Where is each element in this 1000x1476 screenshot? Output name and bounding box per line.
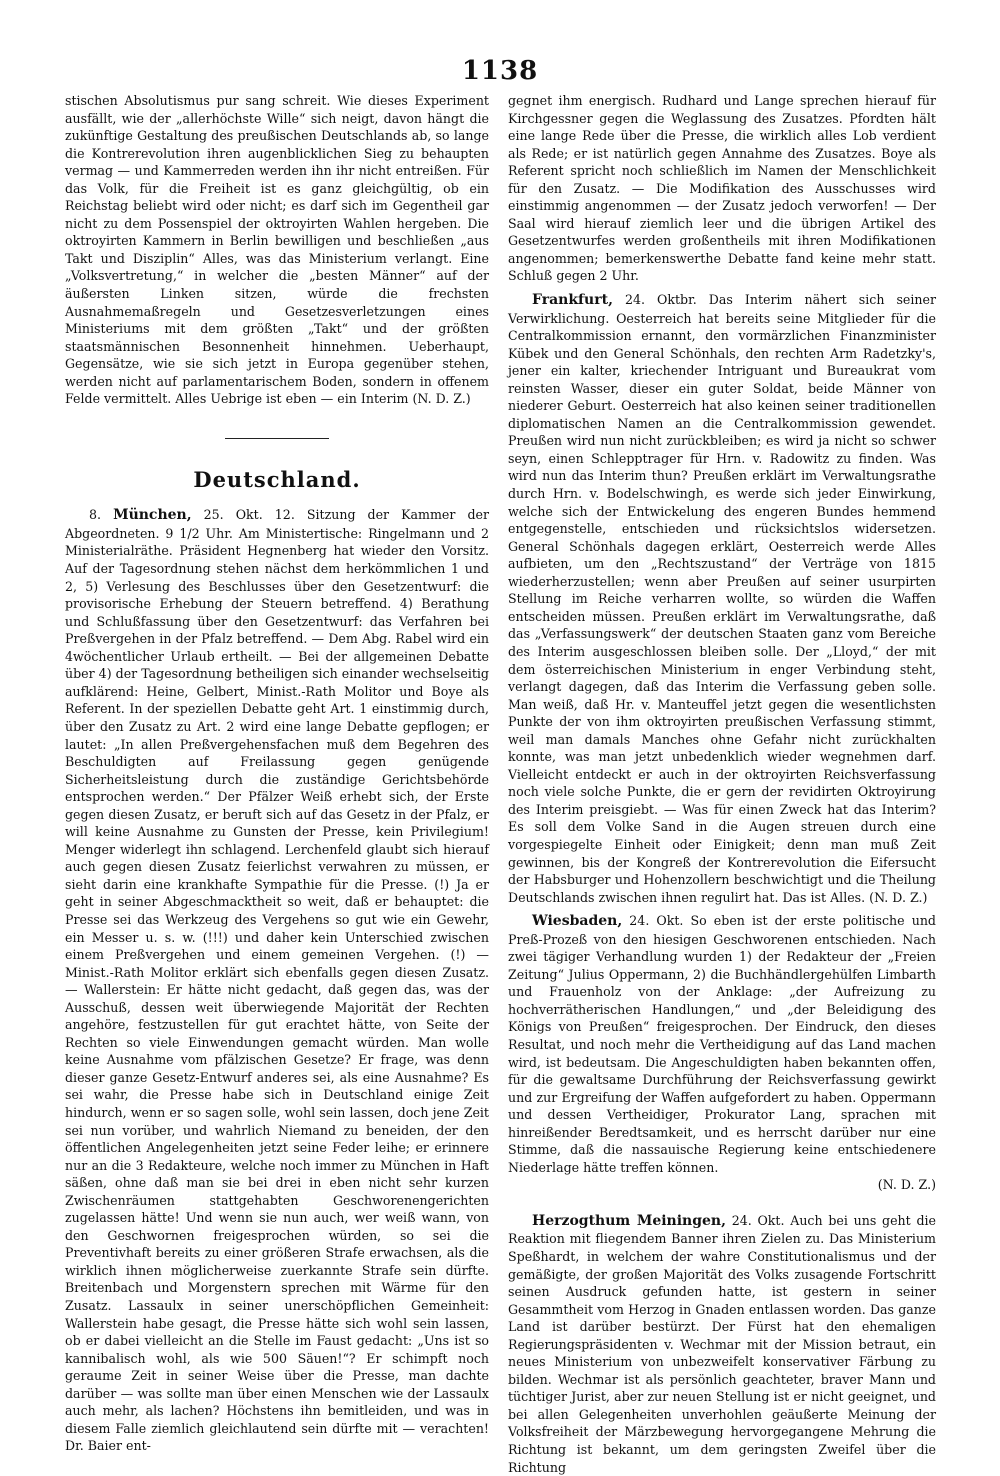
article-body: 24. Oktbr. Das Interim nähert sich seiner Verwirklichung. Oesterreich hat bereits seine Mitglieder für die Centralkommission ernannt, den vormärzlichen Finanzminister Kübek und den General Schönhals, den rechten Arm Radetzky's, jener ein kalter, kriechender Intriguant und Bureaukrat vom reinsten Wasser, dieser ein guter Soldat, beide Männer von niederer Geburt. Oesterreich hat also keinen seiner traditionellen diplomatischen Namen an die Centralkommission gewendet. Preußen wird nun nicht zurückbleiben; es wird ja nicht so schwer seyn, einen Schlepptrager für Hrn. v. Radowitz zu finden. Was wird nun das Interim thun? Preußen erklärt im Verwaltungsrathe durch Hrn. v. Bodelschwingh, es werde sich jeder Einwirkung, welche sich der Entwickelung des engeren Bundes hemmend entgegenstelle, entschieden und rücksichtslos widersetzen. General Schönhals dagegen erklärt, Oesterreich werde Alles aufbieten, um den „Rechtszustand“ der Verträge von 1815 wiederherzustellen; wenn aber Preußen auf seiner usurpirten Stellung im Reiche verharren wollte, so würden die Waffen entscheiden müssen. Preußen erklärt im Verwaltungsrathe, daß das „Verfassungswerk“ der deutschen Staaten ganz vom Bereiche des Interim ausgeschlossen bleiben solle. Der „Lloyd,“ der mit dem österreichischen Ministerium in enger Verbindung steht, verlangt dagegen, daß das Interim die Verfassung geben solle. Man weiß, daß Hr. v. Manteuffel jetzt gegen die wesentlichsten Punkte der von ihm oktroyirten preußischen Verfassung stimmt, weil man damals Manches ohne Gefahr nicht zurückhalten konnte, was man jetzt unbedenklich wieder wegnehmen darf. Vielleicht entdeckt er auch in der oktroyirten Reichsverfassung noch viele solche Punkte, die er gern der revidirten Oktroyirung des Interim preisgiebt. — Was für einen Zweck hat das Interim? Es soll dem Volke Sand in die Augen streuen durch eine vorgespiegelte Einheit oder Einigkeit; denn man muß Zeit gewinnen, bis der Kongreß der Kontrerevolution die Eifersucht der Habsburger und Hohenzollern beschwichtigt und die Theilung Deutschlands zwischen ihnen regulirt hat. Das ist Alles. [508, 292, 936, 905]
dateline-place: Herzogthum Meiningen, [532, 1212, 726, 1229]
right-column [508, 92, 936, 1476]
source-citation: (N. D. Z.) [412, 391, 471, 407]
article-munich [65, 506, 489, 1455]
article-intro [65, 92, 489, 408]
dateline-place: Wiesbaden, [532, 913, 623, 930]
article-meiningen [508, 1212, 936, 1476]
section-title: Deutschland. [193, 466, 361, 492]
article-body: 24. Okt. So eben ist der erste politische und Preß-Prozeß von den hiesigen Geschworenen entschieden. Nach zwei tägiger Verhandlung wurden 1) der Redakteur der „Freien Zeitung“ Julius Oppermann, 2) die Buchhändlergehülfen Limbarth und Frauenholz von der Anklage: „der Aufreizung zu hochverrätherischen Handlungen,“ und „der Beleidigung des Königs von Preußen“ freigesprochen. Der Eindruck, den dieses Resultat, und noch mehr die Vertheidigung auf das Land machen wird, ist bedeutsam. Die Angeschuldigten haben bekannten offen, für die gewaltsame Durchführung der Reichsverfassung gewirkt und zur Ergreifung der Waffen aufgefordert zu haben. Oppermann und dessen Vertheidiger, Prokurator Lang, sprachen mit hinreißender Beredtsamkeit, und es herrscht darüber nur eine Stimme, daß die nassauische Regierung keine entschiedenere Niederlage hätte treffen können. [508, 913, 936, 1175]
page-number: 1138 [461, 56, 539, 86]
section-divider [225, 438, 329, 439]
dateline-place: Frankfurt, [532, 292, 613, 309]
dateline-place: München, [113, 507, 192, 524]
source-citation: (N. D. Z.) [877, 1177, 936, 1193]
article-body: 24. Okt. Auch bei uns geht die Reaktion mit fliegendem Banner ihren Zielen zu. Das Ministerium Speßhardt, in welchem der wahre Constitutionalismus und der gemäßigte, der großen Majorität des Volks zusagende Fortschritt seinen Ausdruck gefunden hatte, ist gestern in seiner Gesammtheit vom Herzog in Gnaden entlassen worden. Das ganze Land ist darüber bestürzt. Der Fürst hat den ehemaligen Regierungspräsidenten v. Wechmar mit der Mission betraut, ein neues Ministerium von unbezweifelt konservativer Färbung zu bilden. Wechmar ist als persönlich geachteter, braver Mann und tüchtiger Jurist, aber zur neuen Stellung ist er nicht geeignet, und bei allen Gelegenheiten unverhohlen geäußerte Meinung der Volksfreiheit der Märzbewegung hervorgegangene Mehrung die Richtung ist bekannt, um dem geringsten Zweifel über die Richtung [508, 1212, 936, 1475]
article-frankfurt [508, 291, 936, 906]
left-column [65, 92, 489, 1455]
article-number: 8. [89, 507, 102, 523]
article-munich-continued: gegnet ihm energisch. Rudhard und Lange sprechen hierauf für Kirchgessner gegen die Weglassung des Zusatzes. Pfordten hält eine lange Rede über die Presse, die wirklich alles Lob verdient als Rede; er ist natürlich gegen Annahme des Zusatzes. Boye als Referent spricht noch schließlich im Namen der Menschlichkeit für den Zusatz. — Die Modifikation des Ausschusses wird einstimmig angenommen — der Zusatz jedoch verworfen! — Der Saal wird hierauf ziemlich leer und die übrigen Artikel des Gesetzentwurfes werden großentheils mit ihren Modifikationen angenommen; bemerkenswerthe Debatte fand keine mehr statt. Schluß gegen 2 Uhr. [508, 93, 936, 284]
article-intro-text: stischen Absolutismus pur sang schreit. Wie dieses Experiment ausfällt, wie der „allerhöchste Wille“ sich neigt, davon hängt die zukünftige Gestaltung des preußischen Deutschlands ab, so lange die Kontrerevolution ihren augenblicklichen Sieg zu behaupten vermag — und Kammerreden werden ihn ihr nicht entreißen. Für das Volk, für die Freiheit ist es ganz gleichgültig, ob ein Reichstag beliebt wird oder nicht; es darf sich im Gegentheil gar nicht zu dem Possenspiel der oktroyirten Wahlen hergeben. Die oktroyirten Kammern in Berlin bewilligen und beschließen „aus Takt und Disziplin“ Alles, was das Ministerium verlangt. Eine „Volksvertretung,“ in welcher die „besten Männer“ auf der äußersten Linken sitzen, würde die frechsten Ausnahmemaßregeln und Gesetzesverletzungen eines Ministeriums mit dem größten „Takt“ und der größten staatsmännischen Besonnenheit hinnehmen. Ueberhaupt, Gegensätze, wie sie sich jetzt in Europa gegenüber stehen, werden nicht auf parlamentarischem Boden, sondern in offenem Felde vermittelt. Alles Uebrige ist eben — ein Interim [65, 93, 489, 407]
article-body: 25. Okt. 12. Sitzung der Kammer der Abgeordneten. 9 1/2 Uhr. Am Ministertische: Ringelmann und 2 Ministerialräthe. Präsident Hegnenberg hat wieder den Vorsitz. Auf der Tagesordnung stehen nächst dem herkömmlichen 1 und 2, 5) Verlesung des Beschlusses über den Gesetzentwurf: die provisorische Erhebung der Steuern betreffend. 4) Berathung und Schlußfassung über den Gesetzentwurf: das Verfahren bei Preßvergehen in der Pfalz betreffend. — Dem Abg. Rabel wird ein 4wöchentlicher Urlaub ertheilt. — Bei der allgemeinen Debatte über 4) der Tagesordnung betheiligen sich einander wechselseitig aufklärend: Heine, Gelbert, Minist.-Rath Molitor und Boye als Referent. In der speziellen Debatte geht Art. 1 einstimmig durch, über den Zusatz zu Art. 2 wird eine lange Debatte gepflogen; er lautet: „In allen Preßvergehensfachen muß dem Begehren des Beschuldigten auf Freilassung gegen genügende Sicherheitsleistung durch die zuständige Gerichtsbehörde entsprochen werden.“ Der Pfälzer Weiß erhebt sich, der Erste gegen diesen Zusatz, er beruft sich auf das Gesetz in der Pfalz, er will keine Ausnahme zu Gunsten der Presse, kein Privilegium! Menger widerlegt ihn schlagend. Lerchenfeld glaubt sich hierauf auch gegen diesen Zusatz feierlichst verwahren zu müssen, er sieht darin eine krankhafte Sympathie für die Presse. (!) Ja er geht in seiner Abgeschmacktheit so weit, daß er behauptet: die Presse sei das Werkzeug des Vergehens so gut wie ein Gewehr, ein Messer u. s. w. (!!!) und daher kein Unterschied zwischen einem Preßvergehen und einem gemeinen Vergehen. (!) — Minist.-Rath Molitor erklärt sich ebenfalls gegen diesen Zusatz. — Wallerstein: Er hätte nicht gedacht, daß gegen das, was der Ausschuß, dessen weit überwiegende Majorität der Rechten angehöre, festzustellen für gut erachtet hätte, von Seite der Rechten so viele Einwendungen gemacht würden. Man wolle keine Ausnahme vom pfälzischen Gesetze? Er frage, was denn dieser ganze Gesetz-Entwurf anderes sei, als eine Ausnahme? Es sei wahr, die Presse habe sich in Deutschland einige Zeit hindurch, wenn er so sagen solle, wohl sein lassen, doch jene Zeit sei nun vorüber, und wahrlich Niemand zu beneiden, der den öffentlichen Angelegenheiten jetzt seine Feder leihe; er erinnere nur an die 3 Redakteure, welche noch immer zu München in Haft säßen, ohne daß man sie bei drei in eben nicht sehr kurzen Zwischenräumen stattgehabten Geschworenengerichten zugelassen hätte! Und wenn sie nun auch, wer weiß wann, von den Geschwornen freigesprochen würden, so sei die Preventivhaft bereits zu einer größeren Strafe erwachsen, als die wirklich ihnen möglicherweise zuerkannte Strafe sein dürfte. Breitenbach und Morgenstern sprechen mit Wärme für den Zusatz. Lassaulx in seiner unerschöpflichen Gemeinheit: Wallerstein habe gesagt, die Presse hätte sich wohl sein lassen, ob er dabei vielleicht an die Stelle im Faust gedacht: „Uns ist so kannibalisch wohl, als wie 500 Säuen!“? Er schimpft noch geraume Zeit in seiner Weise über die Presse, man dachte darüber — was sollte man über einen Menschen wie der Lassaulx auch mehr, als lachen? Höchstens ihn bemitleiden, und was in diesem Falle ziemlich gleichlautend sein dürfte mit — verachten! Dr. Baier ent- [65, 507, 489, 1454]
source-citation: (N. D. Z.) [869, 889, 928, 905]
article-wiesbaden [508, 912, 936, 1194]
